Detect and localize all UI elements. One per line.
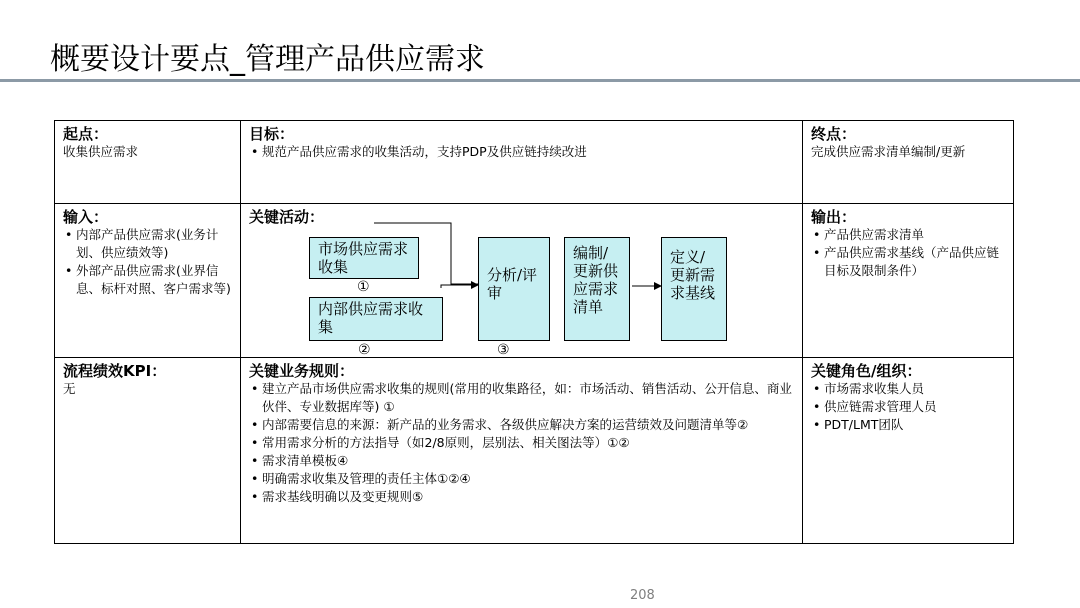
end-cell bbox=[803, 121, 1013, 203]
start-cell bbox=[55, 121, 240, 203]
roles-list bbox=[811, 380, 1005, 434]
page-title: 概要设计要点_管理产品供应需求 bbox=[50, 42, 485, 77]
rule-item: • 建立产品市场供应需求收集的规则(常用的收集路径，如：市场活动、销售活动、公开信息、商业伙伴、专业数据库等) ① bbox=[249, 380, 794, 416]
marker-1: ① bbox=[357, 279, 370, 295]
activities-heading: 关键活动： bbox=[249, 208, 325, 226]
role-item: • 市场需求收集人员 bbox=[811, 380, 1005, 398]
roles-cell bbox=[803, 358, 1013, 543]
end-text: 完成供应需求清单编制/更新 bbox=[811, 144, 966, 159]
input-item: • 外部产品供应需求(业界信息、标杆对照、客户需求等) bbox=[63, 262, 232, 298]
start-heading: 起点： bbox=[63, 125, 109, 143]
output-item: • 产品供应需求基线（产品供应链目标及限制条件） bbox=[811, 244, 1005, 280]
title-divider bbox=[0, 79, 1080, 82]
output-cell bbox=[803, 204, 1013, 357]
process-table bbox=[54, 120, 1014, 544]
flow-box-compile-list: 编制/更新供应需求清单 bbox=[564, 237, 630, 341]
output-list bbox=[811, 226, 1005, 280]
activities-cell bbox=[241, 204, 802, 357]
goal-heading: 目标： bbox=[249, 125, 295, 143]
marker-2: ② bbox=[358, 342, 371, 357]
role-item: • PDT/LMT团队 bbox=[811, 416, 1005, 434]
rule-item: • 明确需求收集及管理的责任主体①②④ bbox=[249, 470, 794, 488]
rule-item: • 内部需要信息的来源：新产品的业务需求、各级供应解决方案的运营绩效及问题清单等② bbox=[249, 416, 794, 434]
page-number: 208 bbox=[630, 588, 655, 603]
kpi-cell bbox=[55, 358, 240, 543]
input-heading: 输入： bbox=[63, 208, 109, 226]
rule-item: • 需求清单模板④ bbox=[249, 452, 794, 470]
kpi-heading: 流程绩效KPI： bbox=[63, 362, 167, 380]
rules-cell bbox=[241, 358, 802, 543]
output-heading: 输出： bbox=[811, 208, 857, 226]
goal-cell bbox=[241, 121, 802, 203]
rules-list bbox=[249, 380, 794, 506]
connector-internal bbox=[441, 285, 478, 288]
rule-item: • 需求基线明确以及变更规则⑤ bbox=[249, 488, 794, 506]
kpi-text: 无 bbox=[63, 381, 76, 396]
output-item: • 产品供应需求清单 bbox=[811, 226, 1005, 244]
start-text: 收集供应需求 bbox=[63, 144, 139, 159]
input-cell bbox=[55, 204, 240, 357]
flow-box-internal-collect: 内部供应需求收集 bbox=[309, 297, 443, 341]
roles-heading: 关键角色/组织： bbox=[811, 362, 922, 380]
role-item: • 供应链需求管理人员 bbox=[811, 398, 1005, 416]
goal-item: • 规范产品供应需求的收集活动，支持PDP及供应链持续改进 bbox=[249, 143, 794, 161]
flow-box-analysis-review: 分析/评审 bbox=[478, 237, 550, 341]
marker-3: ③ bbox=[497, 342, 510, 357]
end-heading: 终点： bbox=[811, 125, 857, 143]
input-list bbox=[63, 226, 232, 298]
rules-heading: 关键业务规则： bbox=[249, 362, 355, 380]
flow-box-define-baseline: 定义/更新需求基线 bbox=[661, 237, 727, 341]
input-item: • 内部产品供应需求(业务计划、供应绩效等) bbox=[63, 226, 232, 262]
rule-item: • 常用需求分析的方法指导（如2/8原则，层别法、相关图法等）①② bbox=[249, 434, 794, 452]
flow-box-market-collect: 市场供应需求收集 bbox=[309, 237, 419, 279]
goal-list bbox=[249, 143, 794, 161]
